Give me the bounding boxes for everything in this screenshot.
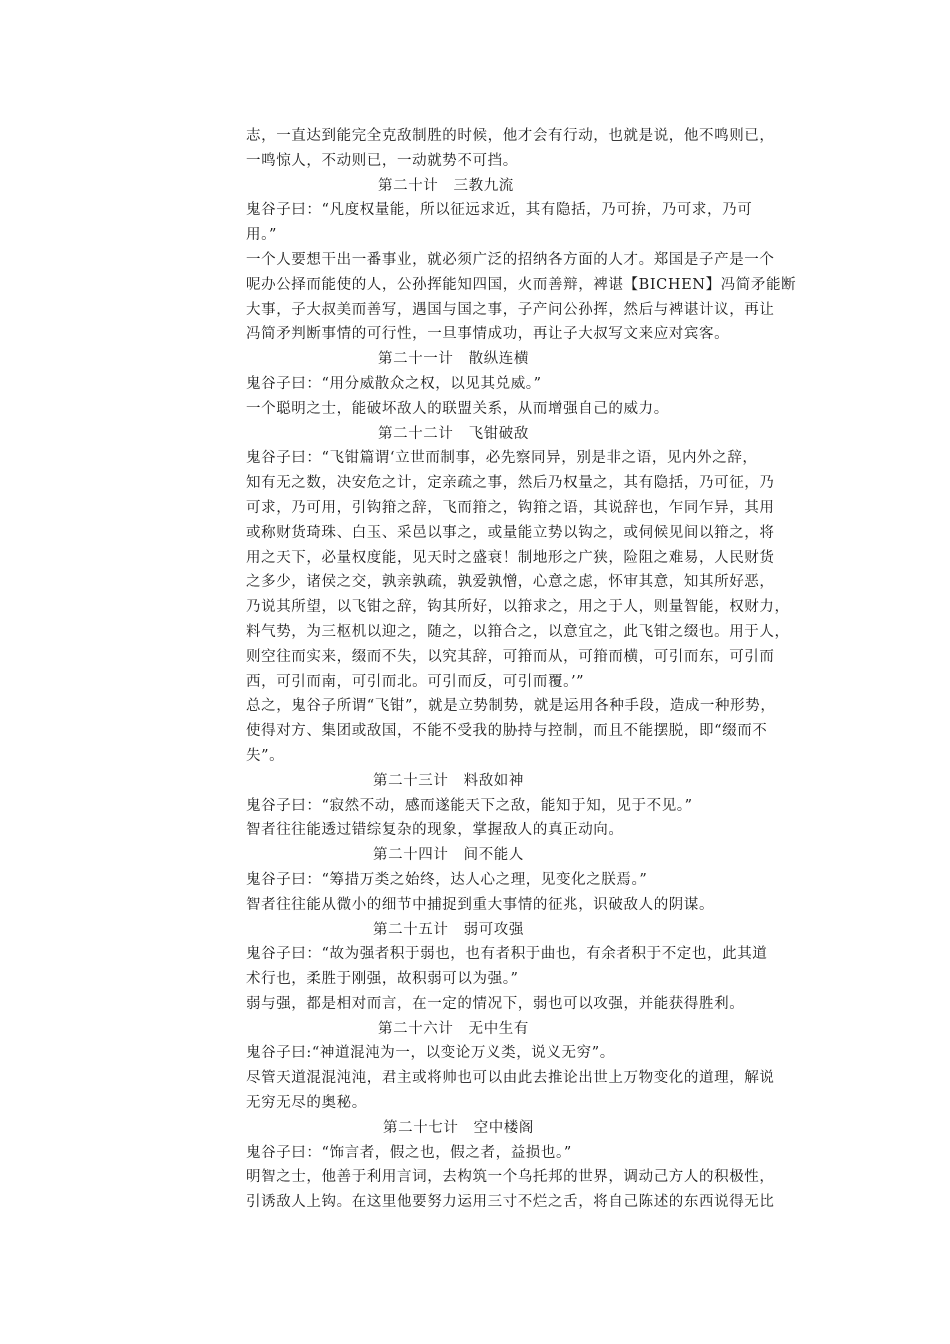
text-line: 冯简矛判断事情的可行性，一旦事情成功，再让子大叔写文来应对宾客。 <box>246 326 730 343</box>
text-line: 总之，鬼谷子所谓“飞钳”，就是立势制势，就是运用各种手段，造成一种形势， <box>246 698 776 715</box>
text-line: 使得对方、集团或敌国，不能不受我的胁持与控制，而且不能摆脱，即“缀而不 <box>246 723 768 740</box>
text-line: 失”。 <box>246 747 285 764</box>
text-line: 术行也，柔胜于刚强，故积弱可以为强。” <box>246 971 519 988</box>
text-line: 尽管天道混混沌沌，君主或将帅也可以由此去推论出世上万物变化的道理，解说 <box>246 1070 775 1087</box>
text-line: 则空往而实来，缀而不失，以究其辞，可箝而从，可箝而横，可引而东，可引而 <box>246 648 775 665</box>
section-heading: 第二十五计 弱可攻强 <box>373 921 524 938</box>
text-line: 弱与强，都是相对而言，在一定的情况下，弱也可以攻强，并能获得胜利。 <box>246 995 745 1012</box>
section-heading: 第二十计 三教九流 <box>378 177 514 194</box>
text-line: 鬼谷子曰：“用分威散众之权，以见其兑威。” <box>246 375 542 392</box>
text-line: 鬼谷子曰：“飞钳篇谓‘立世而制事，必先察同异，别是非之语，见内外之辞， <box>246 450 758 467</box>
section-heading: 第二十一计 散纵连横 <box>378 351 529 368</box>
section-heading: 第二十六计 无中生有 <box>378 1020 529 1037</box>
text-line: 知有无之数，决安危之计，定亲疏之事，然后乃权量之，其有隐括，乃可征，乃 <box>246 475 775 492</box>
document-body <box>246 124 816 1215</box>
text-line: 之多少，诸侯之交，孰亲孰疏，孰爱孰憎，心意之虑，怀审其意，知其所好恶， <box>246 574 775 591</box>
text-line: 智者往往能透过错综复杂的现象，掌握敌人的真正动向。 <box>246 822 624 839</box>
text-line: 鬼谷子曰:“神道混沌为一，以变论万义类，说义无穷”。 <box>246 1045 615 1062</box>
text-line: 大事，子大叔美而善写，遇国与国之事，子产问公孙挥，然后与裨谌计议，再让 <box>246 301 775 318</box>
text-line: 智者往往能从微小的细节中捕捉到重大事情的征兆，识破敌人的阴谋。 <box>246 896 715 913</box>
text-line: 鬼谷子曰：“饰言者，假之也，假之者，益损也。” <box>246 1144 572 1161</box>
text-line: 一鸣惊人，不动则已，一动就势不可挡。 <box>246 152 518 169</box>
text-line: 呢办公择而能使的人，公孙挥能知四国，火而善辩，裨谌【BICHEN】冯简矛能断 <box>246 276 797 293</box>
section-heading: 第二十七计 空中楼阁 <box>383 1119 534 1136</box>
text-line: 鬼谷子曰：“寂然不动，感而遂能天下之敌，能知于知，见于不见。” <box>246 797 693 814</box>
text-line: 用。” <box>246 227 277 244</box>
text-line: 用之天下，必量权度能，见天时之盛衰！制地形之广狭，险阻之难易，人民财货 <box>246 549 775 566</box>
section-heading: 第二十三计 料敌如神 <box>373 772 524 789</box>
text-line: 一个人要想干出一番事业，就必须广泛的招纳各方面的人才。郑国是子产是一个 <box>246 251 775 268</box>
text-line: 乃说其所望，以飞钳之辞，钩其所好，以箝求之，用之于人，则量智能，权财力， <box>246 599 790 616</box>
text-line: 鬼谷子曰：“故为强者积于弱也，也有者积于曲也，有余者积于不定也，此其道 <box>246 946 768 963</box>
text-line: 或称财货琦珠、白玉、采邑以事之，或量能立势以钩之，或伺候见间以箝之，将 <box>246 524 775 541</box>
text-line: 一个聪明之士，能破坏敌人的联盟关系，从而增强自己的威力。 <box>246 400 669 417</box>
text-line: 鬼谷子曰：“筹措万类之始终，达人心之理，见变化之朕焉。” <box>246 871 648 888</box>
text-line: 志，一直达到能完全克敌制胜的时候，他才会有行动，也就是说，他不鸣则已， <box>246 128 775 144</box>
text-line: 明智之士，他善于利用言词，去构筑一个乌托邦的世界，调动己方人的积极性， <box>246 1169 775 1186</box>
text-line: 料气势，为三枢机以迎之，随之，以箝合之，以意宜之，此飞钳之缀也。用于人， <box>246 623 790 640</box>
section-heading: 第二十四计 间不能人 <box>373 847 524 864</box>
text-line: 西，可引而南，可引而北。可引而反，可引而覆。’” <box>246 673 585 690</box>
section-heading: 第二十二计 飞钳破敌 <box>378 425 529 442</box>
text-line: 引诱敌人上钩。在这里他要努力运用三寸不烂之舌，将自己陈述的东西说得无比 <box>246 1194 775 1211</box>
text-line: 鬼谷子曰：“凡度权量能，所以征远求近，其有隐括，乃可拚，乃可求，乃可 <box>246 202 753 219</box>
text-line: 无穷无尽的奥秘。 <box>246 1095 367 1112</box>
text-line: 可求，乃可用，引钩箝之辞，飞而箝之，钩箝之语，其说辞也，乍同乍异，其用 <box>246 499 775 516</box>
